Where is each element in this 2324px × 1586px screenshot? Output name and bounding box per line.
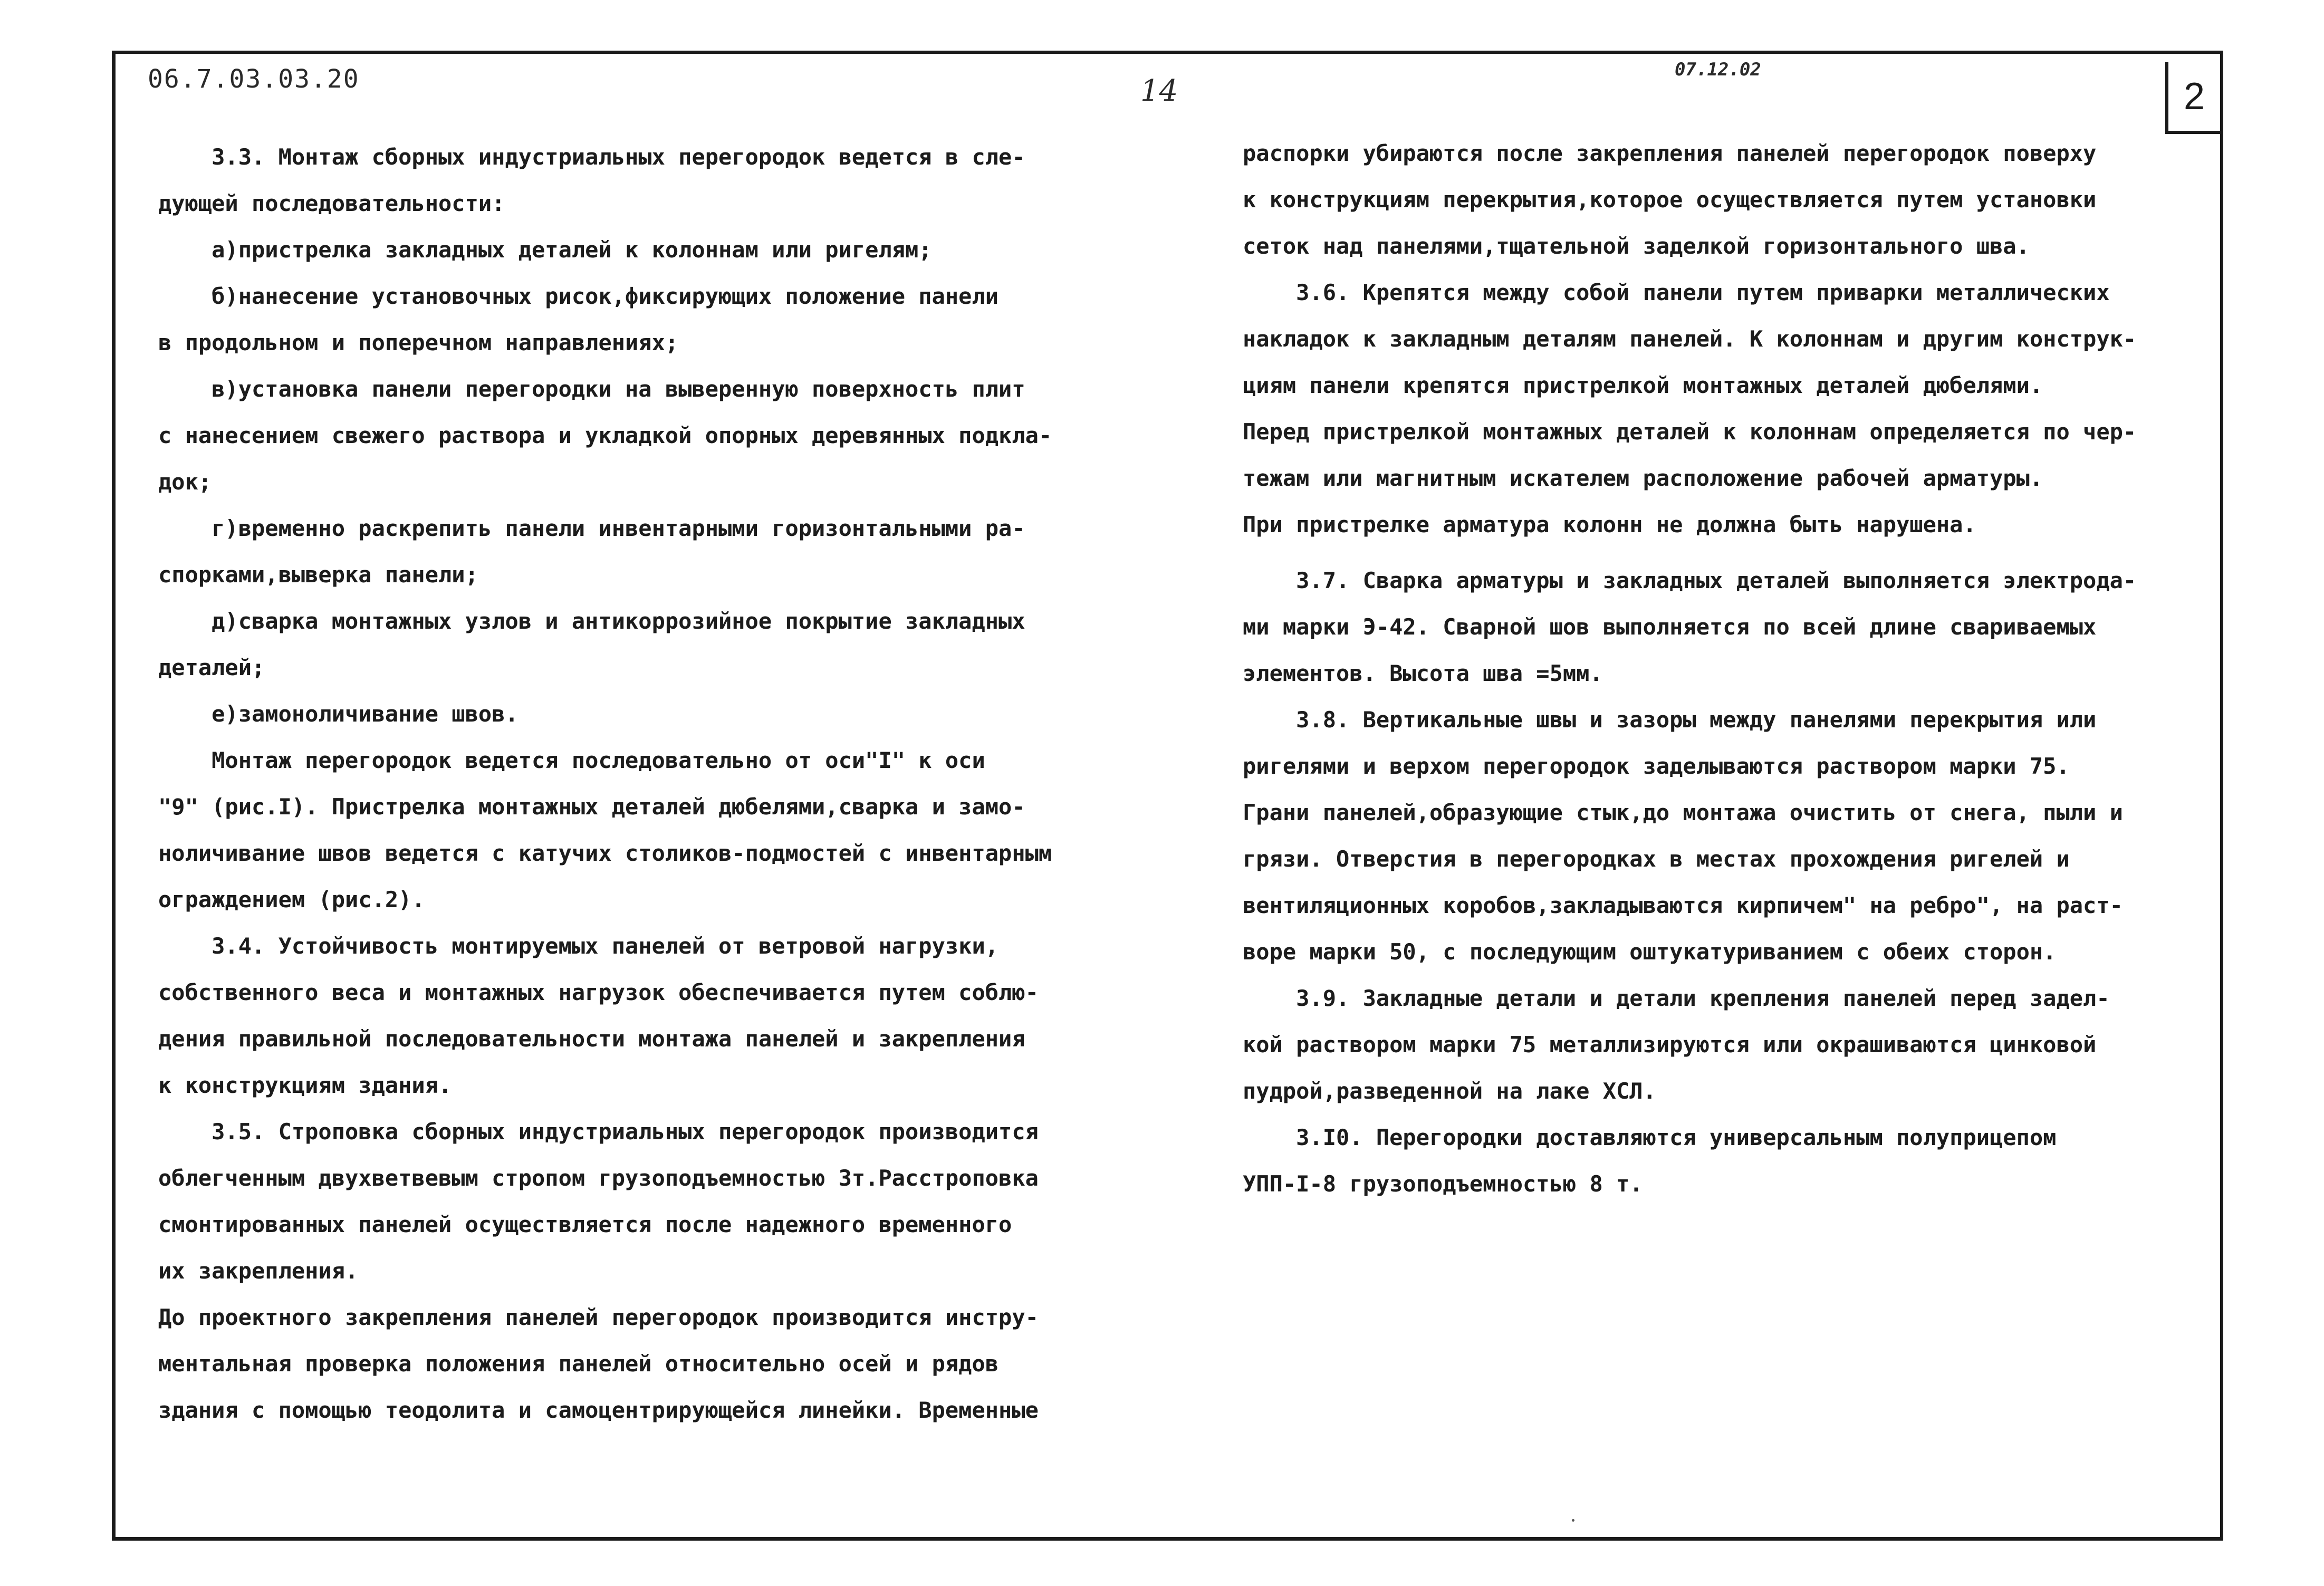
text-line: дующей последовательности: (158, 190, 505, 216)
text-line: элементов. Высота шва =5мм. (1243, 660, 1603, 686)
text-line: 3.I0. Перегородки доставляются универсальным полуприцепом (1243, 1124, 2057, 1150)
text-line: спорками,выверка панели; (158, 562, 478, 588)
text-line: здания с помощью теодолита и самоцентрирующейся линейки. Временные (158, 1397, 1039, 1423)
text-line: к конструкциям здания. (158, 1072, 452, 1098)
text-line: До проектного закрепления панелей перегородок производится инстру- (158, 1304, 1039, 1330)
text-line: "9" (рис.I). Пристрелка монтажных деталей дюбелями,сварка и замо- (158, 794, 1025, 820)
text-line: док; (158, 469, 212, 495)
document-code: 06.7.03.03.20 (148, 64, 360, 94)
text-line: Перед пристрелкой монтажных деталей к колоннам определяется по чер- (1243, 419, 2137, 445)
text-line: их закрепления. (158, 1258, 359, 1284)
text-line: 3.4. Устойчивость монтируемых панелей от ветровой нагрузки, (158, 933, 999, 959)
stamp-code: 07.12.02 (1675, 59, 1761, 80)
text-line: 3.6. Крепятся между собой панели путем приварки металлических (1243, 280, 2110, 305)
left-text-column (158, 134, 1139, 1434)
text-line: накладок к закладным деталям панелей. К колоннам и другим конструк- (1243, 326, 2137, 352)
text-line: облегченным двухветвевым стропом грузоподъемностью 3т.Расстроповка (158, 1165, 1039, 1191)
text-line: кой раствором марки 75 металлизируются или окрашиваются цинковой (1243, 1032, 2097, 1058)
text-line: циям панели крепятся пристрелкой монтажных деталей дюбелями. (1243, 372, 2043, 398)
sheet-number-box (2165, 62, 2220, 134)
text-line: 3.9. Закладные детали и детали крепления панелей перед задел- (1243, 985, 2110, 1011)
text-line: в)установка панели перегородки на выверенную поверхность плит (158, 376, 1025, 402)
page-number: 14 (1140, 74, 1178, 108)
text-line: собственного веса и монтажных нагрузок обеспечивается путем соблю- (158, 979, 1039, 1005)
text-line: ми марки Э-42. Сварной шов выполняется по всей длине свариваемых (1243, 614, 2097, 640)
text-line: д)сварка монтажных узлов и антикоррозийное покрытие закладных (158, 608, 1025, 634)
text-line: ригелями и верхом перегородок заделываются раствором марки 75. (1243, 753, 2070, 779)
scan-speck (1572, 1519, 1574, 1522)
text-line: а)пристрелка закладных деталей к колоннам или ригелям; (158, 237, 932, 263)
text-line: ментальная проверка положения панелей относительно осей и рядов (158, 1351, 999, 1377)
text-line: сеток над панелями,тщательной заделкой горизонтального шва. (1243, 233, 2030, 259)
text-line: 3.7. Сварка арматуры и закладных деталей выполняется электрода- (1243, 568, 2137, 593)
text-line: распорки убираются после закрепления панелей перегородок поверху (1243, 140, 2097, 166)
text-line: в продольном и поперечном направлениях; (158, 330, 679, 355)
text-line: ноличивание швов ведется с катучих столиков-подмостей с инвентарным (158, 840, 1052, 866)
right-text-column (1243, 130, 2192, 1207)
text-line: смонтированных панелей осуществляется после надежного временного (158, 1212, 1012, 1237)
text-line: 3.8. Вертикальные швы и зазоры между панелями перекрытия или (1243, 707, 2097, 733)
text-line: воре марки 50, с последующим оштукатуриванием с обеих сторон. (1243, 939, 2057, 965)
text-line: При пристрелке арматура колонн не должна быть нарушена. (1243, 512, 1976, 537)
text-line: 3.3. Монтаж сборных индустриальных перегородок ведется в сле- (158, 144, 1025, 170)
text-line: с нанесением свежего раствора и укладкой опорных деревянных подкла- (158, 422, 1052, 448)
text-line: Грани панелей,образующие стык,до монтажа очистить от снега, пыли и (1243, 800, 2123, 825)
text-line: к конструкциям перекрытия,которое осуществляется путем установки (1243, 187, 2097, 213)
text-line: е)замоноличивание швов. (158, 701, 518, 727)
text-line: пудрой,разведенной на лаке ХСЛ. (1243, 1078, 1656, 1104)
text-line: деталей; (158, 655, 265, 680)
text-line: г)временно раскрепить панели инвентарными горизонтальными ра- (158, 515, 1025, 541)
text-line: вентиляционных коробов,закладываются кирпичем" на ребро", на раст- (1243, 892, 2123, 918)
text-line: б)нанесение установочных рисок,фиксирующих положение панели (158, 283, 999, 309)
text-line: грязи. Отверстия в перегородках в местах прохождения ригелей и (1243, 846, 2070, 872)
text-line: дения правильной последовательности монтажа панелей и закрепления (158, 1026, 1025, 1052)
text-line: ограждением (рис.2). (158, 887, 425, 912)
text-line: УПП-I-8 грузоподъемностью 8 т. (1243, 1171, 1643, 1197)
sheet-number: 2 (2183, 75, 2205, 118)
text-line: 3.5. Строповка сборных индустриальных перегородок производится (158, 1119, 1039, 1145)
text-line: тежам или магнитным искателем расположение рабочей арматуры. (1243, 465, 2043, 491)
text-line: Монтаж перегородок ведется последовательно от оси"I" к оси (158, 747, 985, 773)
